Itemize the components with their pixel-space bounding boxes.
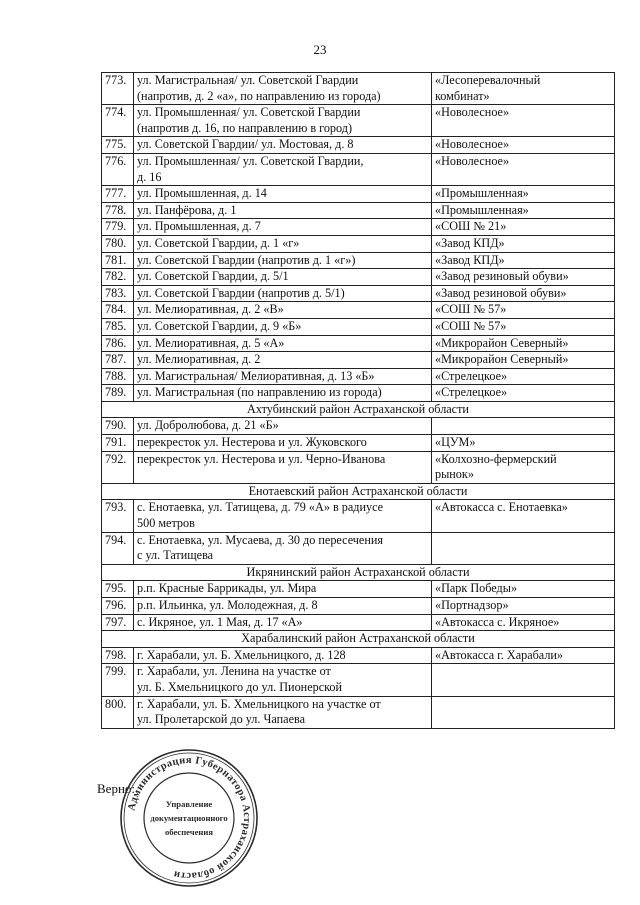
row-number: 773. (102, 73, 134, 105)
stop-name-line: «Завод резиновой обуви» (435, 285, 567, 300)
address-line: (напротив, д. 2 «а», по направлению из города) (137, 88, 381, 103)
stop-name-cell (432, 581, 615, 598)
stops-table-body (102, 73, 615, 729)
stop-name-cell (432, 235, 615, 252)
stop-name-line: «Портнадзор» (435, 598, 509, 612)
address-cell (134, 186, 432, 203)
table-row (102, 269, 615, 286)
address-line: ул. Мелиоративная, д. 5 «А» (137, 335, 285, 350)
table-row (102, 532, 615, 564)
row-number: 794. (102, 532, 134, 564)
address-cell (134, 318, 432, 335)
stops-table (101, 72, 615, 729)
address-cell (134, 368, 432, 385)
address-line: г. Харабали, ул. Ленина на участке от (137, 664, 331, 679)
row-number: 785. (102, 318, 134, 335)
region-header-row (102, 483, 615, 500)
address-line: ул. Советской Гвардии, д. 9 «Б» (137, 318, 302, 333)
region-title: Енотаевский район Астраханской области (102, 483, 615, 500)
stop-name-cell (432, 269, 615, 286)
address-line: ул. Промышленная/ ул. Советской Гвардии (137, 105, 361, 120)
row-number: 789. (102, 385, 134, 402)
address-cell (134, 385, 432, 402)
stop-name-cell (432, 418, 615, 435)
row-number: 788. (102, 368, 134, 385)
row-number: 775. (102, 137, 134, 154)
address-line: ул. Магистральная (по направлению из города) (137, 385, 382, 400)
address-line: ул. Добролюбова, д. 21 «Б» (137, 418, 279, 433)
table-row (102, 614, 615, 631)
address-cell (134, 235, 432, 252)
address-cell (134, 302, 432, 319)
row-number: 776. (102, 153, 134, 185)
address-line: с. Енотаевка, ул. Татищева, д. 79 «А» в радиусе (137, 500, 384, 515)
table-row (102, 202, 615, 219)
table-row (102, 153, 615, 185)
stop-name-cell (432, 186, 615, 203)
stop-name-line: «Завод КПД» (435, 235, 505, 250)
region-title: Харабалинский район Астраханской области (102, 631, 615, 648)
address-line: с. Икряное, ул. 1 Мая, д. 17 «А» (137, 614, 303, 629)
stop-name-cell (432, 647, 615, 664)
region-header-row (102, 401, 615, 418)
address-cell (134, 614, 432, 631)
region-title: Ахтубинский район Астраханской области (102, 401, 615, 418)
stop-name-line: «Новолесное» (435, 137, 510, 152)
row-number: 779. (102, 219, 134, 236)
address-line: ул. Мелиоративная, д. 2 (137, 352, 261, 367)
table-row (102, 285, 615, 302)
row-number: 793. (102, 500, 134, 532)
seal-center-line-3: обеспечения (165, 827, 213, 837)
stop-name-line: «Лесоперевалочный (435, 73, 541, 87)
address-cell (134, 352, 432, 369)
table-row (102, 647, 615, 664)
row-number: 778. (102, 202, 134, 219)
address-cell (134, 252, 432, 269)
address-line: ул. Промышленная, д. 14 (137, 186, 267, 201)
seal-center-line-2: документационного (150, 813, 228, 823)
table-row (102, 385, 615, 402)
address-line: перекресток ул. Нестерова и ул. Черно-Иванова (137, 451, 386, 466)
stop-name-line: «СОШ № 21» (435, 219, 507, 234)
table-row (102, 581, 615, 598)
address-line: ул. Советской Гвардии/ ул. Мостовая, д. 8 (137, 137, 354, 152)
stop-name-cell (432, 105, 615, 137)
stop-name-line: «Микрорайон Северный» (435, 335, 569, 350)
region-header-row (102, 564, 615, 581)
stop-name-cell (432, 451, 615, 483)
stop-name-line: «СОШ № 57» (435, 318, 507, 333)
stop-name-line: «Новолесное» (435, 105, 510, 120)
address-cell (134, 269, 432, 286)
stop-name-line: рынок» (435, 467, 474, 482)
address-line: ул. Советской Гвардии (напротив д. 5/1) (137, 285, 345, 300)
stop-name-cell (432, 335, 615, 352)
stop-name-cell (432, 532, 615, 564)
row-number: 800. (102, 696, 134, 728)
address-line: ул. Б. Хмельницкого до ул. Пионерской (137, 679, 343, 694)
stop-name-cell (432, 318, 615, 335)
address-line: ул. Промышленная/ ул. Советской Гвардии, (137, 153, 364, 168)
seal-ring-textpath: Администрация Губернатора Астраханской области (126, 754, 253, 882)
table-row (102, 435, 615, 452)
table-row (102, 418, 615, 435)
address-cell (134, 137, 432, 154)
table-row (102, 451, 615, 483)
stop-name-line: «СОШ № 57» (435, 302, 507, 317)
stop-name-cell (432, 202, 615, 219)
stop-name-cell (432, 696, 615, 728)
row-number: 780. (102, 235, 134, 252)
address-line: д. 16 (137, 169, 162, 184)
table-row (102, 105, 615, 137)
row-number: 796. (102, 598, 134, 615)
stop-name-line: «ЦУМ» (435, 435, 476, 450)
row-number: 782. (102, 269, 134, 286)
stop-name-cell (432, 73, 615, 105)
stop-name-cell (432, 664, 615, 696)
table-row (102, 302, 615, 319)
address-line: ул. Промышленная, д. 7 (137, 219, 261, 234)
table-row (102, 235, 615, 252)
address-cell (134, 451, 432, 483)
stop-name-line: «Автокасса г. Харабали» (435, 647, 564, 662)
stop-name-cell (432, 219, 615, 236)
table-row (102, 352, 615, 369)
address-line: с. Енотаевка, ул. Мусаева, д. 30 до пересечения (137, 532, 383, 547)
address-cell (134, 598, 432, 615)
table-row (102, 186, 615, 203)
row-number: 797. (102, 614, 134, 631)
address-line: р.п. Ильинка, ул. Молодежная, д. 8 (137, 598, 318, 612)
address-cell (134, 435, 432, 452)
seal-center-line-1: Управление (165, 799, 213, 809)
address-cell (134, 153, 432, 185)
address-cell (134, 285, 432, 302)
address-cell (134, 335, 432, 352)
table-row (102, 598, 615, 615)
address-line: ул. Советской Гвардии, д. 5/1 (137, 269, 289, 284)
stop-name-cell (432, 252, 615, 269)
stop-name-line: комбинат» (435, 88, 490, 103)
address-cell (134, 581, 432, 598)
stop-name-cell (432, 598, 615, 615)
address-line: перекресток ул. Нестерова и ул. Жуковского (137, 435, 367, 450)
table-row (102, 368, 615, 385)
row-number: 777. (102, 186, 134, 203)
stop-name-line: «Новолесное» (435, 153, 510, 168)
address-cell (134, 532, 432, 564)
stop-name-cell (432, 352, 615, 369)
address-cell (134, 647, 432, 664)
address-line: ул. Магистральная/ Мелиоративная, д. 13 «Б» (137, 368, 375, 383)
stop-name-line: «Микрорайон Северный» (435, 352, 569, 367)
table-row (102, 318, 615, 335)
address-line: (напротив д. 16, по направлению в город) (137, 120, 353, 135)
stop-name-cell (432, 285, 615, 302)
address-line: р.п. Красные Баррикады, ул. Мира (137, 581, 317, 596)
stop-name-line: «Автокасса с. Енотаевка» (435, 500, 568, 515)
row-number: 786. (102, 335, 134, 352)
stop-name-line: «Колхозно-фермерский (435, 451, 557, 466)
stop-name-line: «Стрелецкое» (435, 368, 508, 383)
table-row (102, 252, 615, 269)
address-cell (134, 664, 432, 696)
row-number: 784. (102, 302, 134, 319)
table-row (102, 73, 615, 105)
address-line: с ул. Татищева (137, 548, 214, 563)
address-line: 500 метров (137, 516, 195, 531)
address-line: ул. Советской Гвардии (напротив д. 1 «г») (137, 252, 356, 267)
stop-name-cell (432, 368, 615, 385)
row-number: 790. (102, 418, 134, 435)
address-line: г. Харабали, ул. Б. Хмельницкого, д. 128 (137, 647, 346, 662)
row-number: 792. (102, 451, 134, 483)
stop-name-cell (432, 435, 615, 452)
address-line: ул. Мелиоративная, д. 2 «В» (137, 302, 284, 317)
stop-name-line: «Завод резиновый обуви» (435, 269, 569, 284)
address-cell (134, 202, 432, 219)
row-number: 798. (102, 647, 134, 664)
address-line: ул. Советской Гвардии, д. 1 «г» (137, 235, 300, 250)
stop-name-line: «Автокасса с. Икряное» (435, 614, 560, 629)
region-title: Икрянинский район Астраханской области (102, 564, 615, 581)
row-number: 783. (102, 285, 134, 302)
stop-name-cell (432, 137, 615, 154)
stop-name-line: «Стрелецкое» (435, 385, 508, 400)
row-number: 787. (102, 352, 134, 369)
official-seal (118, 747, 260, 889)
address-line: ул. Магистральная/ ул. Советской Гвардии (137, 73, 359, 87)
region-header-row (102, 631, 615, 648)
table-row (102, 664, 615, 696)
table-row (102, 696, 615, 728)
stop-name-cell (432, 153, 615, 185)
stop-name-cell (432, 302, 615, 319)
address-cell (134, 73, 432, 105)
address-cell (134, 500, 432, 532)
address-cell (134, 696, 432, 728)
address-cell (134, 105, 432, 137)
address-line: г. Харабали, ул. Б. Хмельницкого на участке от (137, 696, 381, 711)
stop-name-cell (432, 385, 615, 402)
stop-name-cell (432, 500, 615, 532)
stop-name-line: «Завод КПД» (435, 252, 505, 267)
table-row (102, 500, 615, 532)
page-number: 23 (313, 42, 327, 57)
address-cell (134, 219, 432, 236)
table-row (102, 137, 615, 154)
row-number: 795. (102, 581, 134, 598)
stop-name-line: «Парк Победы» (435, 581, 518, 596)
seal-center-text (150, 799, 227, 837)
stop-name-line: «Промышленная» (435, 202, 529, 217)
stop-name-line: «Промышленная» (435, 186, 529, 201)
row-number: 791. (102, 435, 134, 452)
address-line: ул. Панфёрова, д. 1 (137, 202, 237, 217)
table-row (102, 335, 615, 352)
row-number: 799. (102, 664, 134, 696)
stop-name-cell (432, 614, 615, 631)
address-cell (134, 418, 432, 435)
table-row (102, 219, 615, 236)
row-number: 774. (102, 105, 134, 137)
address-line: ул. Пролетарской до ул. Чапаева (137, 712, 305, 727)
row-number: 781. (102, 252, 134, 269)
verno-label: Верно: (97, 781, 136, 796)
